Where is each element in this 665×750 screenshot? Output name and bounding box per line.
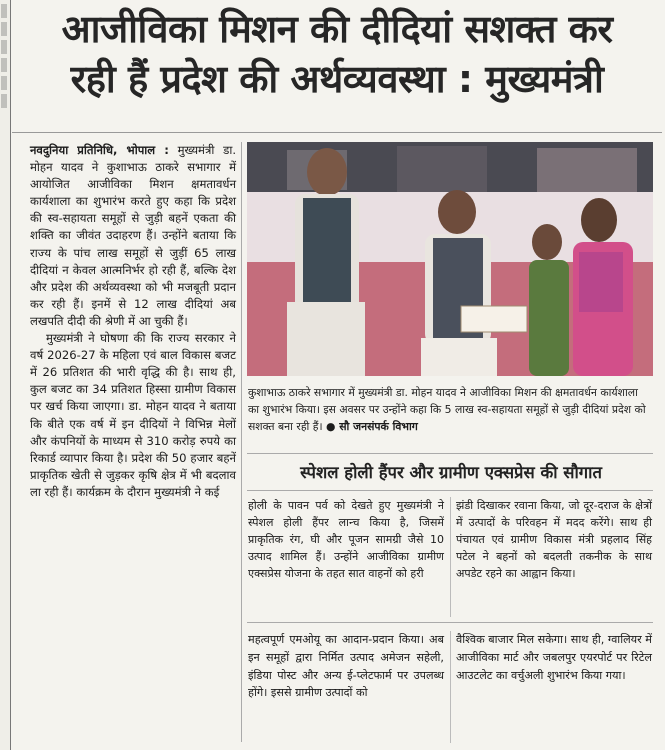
divider: [12, 132, 662, 133]
section-2-left-column: होली के पावन पर्व को देखते हुए मुख्यमंत्री ने स्पेशल होली हैंपर लान्च किया है, जिसमें प्राकृतिक रंग, घी और पूजन सामग्री जैसे 10 उत्पाद शामिल हैं। उन्होंने आजीविका ग्रामीण एक्सप्रेस योजना के तहत सात वाहनों को हरी: [248, 499, 444, 581]
section-3-right-column: वैश्विक बाजार मिल सकेगा। साथ ही, ग्वालियर में आजीविका मार्ट और जबलपुर एयरपोर्ट पर रिटेल आउटलेट का वर्चुअली शुभारंभ किया गया।: [456, 633, 652, 682]
headline-line-2: रही हैं प्रदेश की अर्थव्यवस्था : मुख्यमंत्री: [70, 57, 604, 101]
photo-caption: [248, 384, 652, 435]
paragraph-1-text: मुख्यमंत्री डा. मोहन यादव ने कुशाभाऊ ठाकरे सभागार में आयोजित आजीविका मिशन क्षमतावर्धन कार्यशाला का शुभारंभ करते हुए कहा कि प्रदेश की स्व-सहायता समूहों से जुड़ी बहनें एकता की शक्ति का जीवंत उदाहरण हैं। उन्होंने बताया कि राज्य के पांच लाख समूहों से जुड़ीं 65 लाख दीदियां न केवल आत्मनिर्भर हो रही हैं, बल्कि देश और प्रदेश की अर्थव्यवस्था को भी मजबूती प्रदान कर रही हैं। इनमें से 12 लाख दीदियां अब लखपति दीदी की श्रेणी में आ चुकी हैं।: [30, 143, 237, 328]
headline-line-1: आजीविका मिशन की दीदियां सशक्त कर: [61, 7, 613, 51]
divider: [247, 622, 653, 623]
divider: [247, 490, 653, 491]
sub-headline: स्पेशल होली हैंपर और ग्रामीण एक्सप्रेस की सौगात: [300, 463, 602, 482]
divider: [247, 453, 653, 454]
caption-text: कुशाभाऊ ठाकरे सभागार में मुख्यमंत्री डा. मोहन यादव ने आजीविका मिशन की क्षमतावर्धन कार्यशाला का शुभारंभ किया। इस अवसर पर उन्होंने कहा कि 5 लाख स्व-सहायता समूहों से जुड़ी दीदियां प्रदेश को सशक्त बना रही हैं।: [248, 386, 646, 433]
column-divider: [241, 142, 242, 742]
headline: [12, 4, 662, 104]
article-column-1: [30, 142, 236, 501]
paragraph-1: [30, 142, 236, 330]
section-3-left-column: महत्वपूर्ण एमओयू का आदान-प्रदान किया। अब इन समूहों द्वारा निर्मित उत्पाद अमेजन सहेली, इंडिया पोस्ट और अन्य ई-प्लेटफार्म पर उपलब्ध होंगे। इससे ग्रामीण उत्पादों को: [248, 633, 444, 700]
dateline: नवदुनिया प्रतिनिधि, भोपाल :: [30, 143, 169, 157]
section-2-right-column: झंडी दिखाकर रवाना किया, जो दूर-दराज के क्षेत्रों में उत्पादों के परिवहन में मदद करेंगे। साथ ही पंचायत एवं ग्रामीण विकास मंत्री प्रहलाद सिंह पटेल ने बहनों को बदलती तकनीक के साथ अपडेट रहने का आह्वान किया।: [456, 499, 652, 581]
page-edge: [0, 0, 11, 750]
event-photo-illustration: [247, 142, 653, 376]
paragraph-2: मुख्यमंत्री ने घोषणा की कि राज्य सरकार ने वर्ष 2026-27 के महिला एवं बाल विकास बजट में 26 प्रतिशत की भारी वृद्धि की है। साथ ही, कुल बजट का 34 प्रतिशत हिस्सा ग्रामीण विकास पर खर्च किया जाएगा। डा. मोहन यादव ने बताया कि बीते एक वर्ष में इन दीदियों ने विभिन्न मेलों और कंपनियों के माध्यम से 310 करोड़ रुपये का रिकार्ड व्यापार किया है। प्रदेश की 50 हजार बहनें प्राकृतिक खेती से जुड़कर कृषि क्षेत्र में भी बदलाव ला रही हैं। कार्यक्रम के दौरान मुख्यमंत्री ने कई: [30, 331, 236, 499]
event-photo: [247, 142, 653, 376]
photo-credit: ● सौ जनसंपर्क विभाग: [326, 420, 418, 433]
column-divider: [450, 631, 451, 743]
column-divider: [450, 497, 451, 617]
